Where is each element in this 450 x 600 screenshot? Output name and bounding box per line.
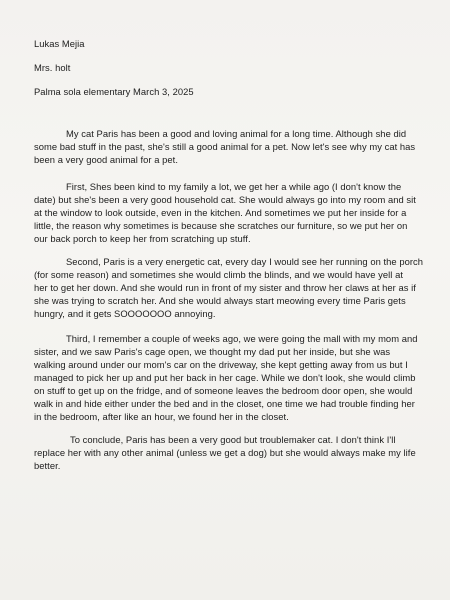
paragraph-5-line-3: better. [34, 460, 61, 471]
paragraph-3-line-1: Second, Paris is a very energetic cat, every day I would see her running on the porch [66, 256, 424, 267]
paragraph-3-line-3: her to get her down. And she would run in front of my sister and throw her claws at her as if [34, 282, 416, 293]
paragraph-2-line-2: date) but she's been a very good household cat. She would always go into my room and sit [34, 194, 416, 205]
paragraph-4-line-2: sister, and we saw Paris's cage open, we thought my dad put her inside, but she was [34, 346, 391, 357]
paragraph-5-line-2: replace her with any other animal (unless we get a dog) but she would always make my life [34, 447, 416, 458]
paragraph-1-line-3: been a very good animal for a pet. [34, 154, 178, 165]
paragraph-4-line-4: managed to pick her up and put her back in her cage. While we don't look, she would climb [34, 372, 416, 383]
paragraph-4-line-6: walk in and hide either under the bed and in the closet, one time we had trouble finding her [34, 398, 415, 409]
paragraph-4-line-7: in the bedroom, after like an hour, we found her in the closet. [34, 411, 289, 422]
paragraph-4-line-5: on stuff to get up on the fridge, and of someone leaves the bedroom door open, she would [34, 385, 413, 396]
school-and-date: Palma sola elementary March 3, 2025 [34, 86, 194, 97]
paragraph-2-line-4: little, the reason why sometimes is because she scratches our furniture, so we put her on [34, 220, 408, 231]
paragraph-1-line-2: some bad stuff in the past, she's still a good animal for a pet. Now let's see why my cat has [34, 141, 416, 152]
paragraph-1-line-1: My cat Paris has been a good and loving animal for a long time. Although she did [66, 128, 407, 139]
paragraph-4-line-1: Third, I remember a couple of weeks ago, we were going the mall with my mom and [66, 333, 418, 344]
paragraph-3-line-2: (for some reason) and sometimes she would climb the blinds, and we would have yell at [34, 269, 404, 280]
student-name: Lukas Mejia [34, 38, 85, 49]
teacher-name: Mrs. holt [34, 62, 71, 73]
paragraph-4-line-3: walking around under our mom's car on the driveway, she kept getting away from us but I [34, 359, 408, 370]
paragraph-3-line-5: hungry, and it gets SOOOOOOO annoying. [34, 308, 216, 319]
paragraph-2-line-3: at the window to look outside, even in the kitchen. And sometimes we put her inside for a [34, 207, 407, 218]
paragraph-2-line-1: First, Shes been kind to my family a lot, we get her a while ago (I don't know the [66, 181, 402, 192]
paragraph-3-line-4: she was trying to scratch her. And she would always start meowing every time Paris gets [34, 295, 406, 306]
paragraph-2-line-5: our back porch to keep her from scratching up stuff. [34, 233, 251, 244]
paragraph-5-line-1: To conclude, Paris has been a very good but troublemaker cat. I don't think I'll [70, 434, 396, 445]
